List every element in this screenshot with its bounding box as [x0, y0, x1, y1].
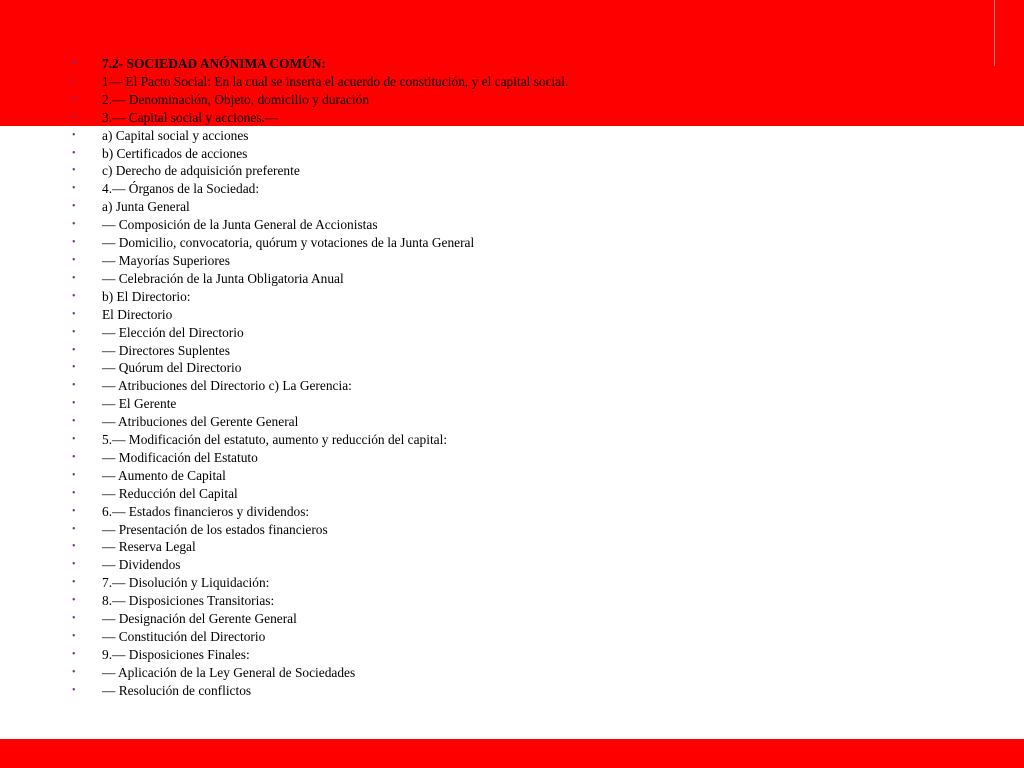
outline-item: • — Domicilio, convocatoria, quórum y votaciones de la Junta General	[72, 234, 568, 252]
outline-item: • — Reducción del Capital	[72, 485, 568, 503]
bottom-red-band	[0, 739, 1024, 768]
outline-item: • 6.— Estados financieros y dividendos:	[72, 503, 568, 521]
outline-item: • 3.— Capital social y acciones.—	[72, 109, 568, 127]
outline-item: • a) Capital social y acciones	[72, 127, 568, 145]
outline-item: • 1— El Pacto Social: En la cual se inserta el acuerdo de constitución, y el capital social.	[72, 73, 568, 91]
outline-item: • — Atribuciones del Gerente General	[72, 413, 568, 431]
outline-item: • — Modificación del Estatuto	[72, 449, 568, 467]
outline-item: • — Constitución del Directorio	[72, 628, 568, 646]
outline-item: • — Presentación de los estados financieros	[72, 521, 568, 539]
outline-item: • 5.— Modificación del estatuto, aumento y reducción del capital:	[72, 431, 568, 449]
outline-item: • 9.— Disposiciones Finales:	[72, 646, 568, 664]
outline-item: • — Elección del Directorio	[72, 324, 568, 342]
outline-item: • — Atribuciones del Directorio c) La Gerencia:	[72, 377, 568, 395]
outline-item: • — Resolución de conflictos	[72, 682, 568, 700]
outline-list	[72, 55, 568, 700]
outline-item: • — Directores Suplentes	[72, 342, 568, 360]
outline-item: • 8.— Disposiciones Transitorias:	[72, 592, 568, 610]
outline-item: • — Reserva Legal	[72, 538, 568, 556]
outline-item: • — El Gerente	[72, 395, 568, 413]
outline-item: • 7.— Disolución y Liquidación:	[72, 574, 568, 592]
band-divider-line	[994, 0, 995, 66]
outline-heading: • 7.2- SOCIEDAD ANÓNIMA COMÚN:	[72, 55, 568, 73]
outline-item: • — Celebración de la Junta Obligatoria Anual	[72, 270, 568, 288]
outline-item: • — Mayorías Superiores	[72, 252, 568, 270]
outline-item: • 2.— Denominación, Objeto, domicilio y duración	[72, 91, 568, 109]
outline-item: • — Aplicación de la Ley General de Sociedades	[72, 664, 568, 682]
outline-item: • c) Derecho de adquisición preferente	[72, 162, 568, 180]
outline-item: • El Directorio	[72, 306, 568, 324]
outline-item: • b) El Directorio:	[72, 288, 568, 306]
outline-item: • — Composición de la Junta General de Accionistas	[72, 216, 568, 234]
outline-item: • — Designación del Gerente General	[72, 610, 568, 628]
outline-item: • — Dividendos	[72, 556, 568, 574]
outline-item: • — Aumento de Capital	[72, 467, 568, 485]
outline-item: • — Quórum del Directorio	[72, 359, 568, 377]
outline-item: • b) Certificados de acciones	[72, 145, 568, 163]
outline-item: • a) Junta General	[72, 198, 568, 216]
outline-item: • 4.— Órganos de la Sociedad:	[72, 180, 568, 198]
